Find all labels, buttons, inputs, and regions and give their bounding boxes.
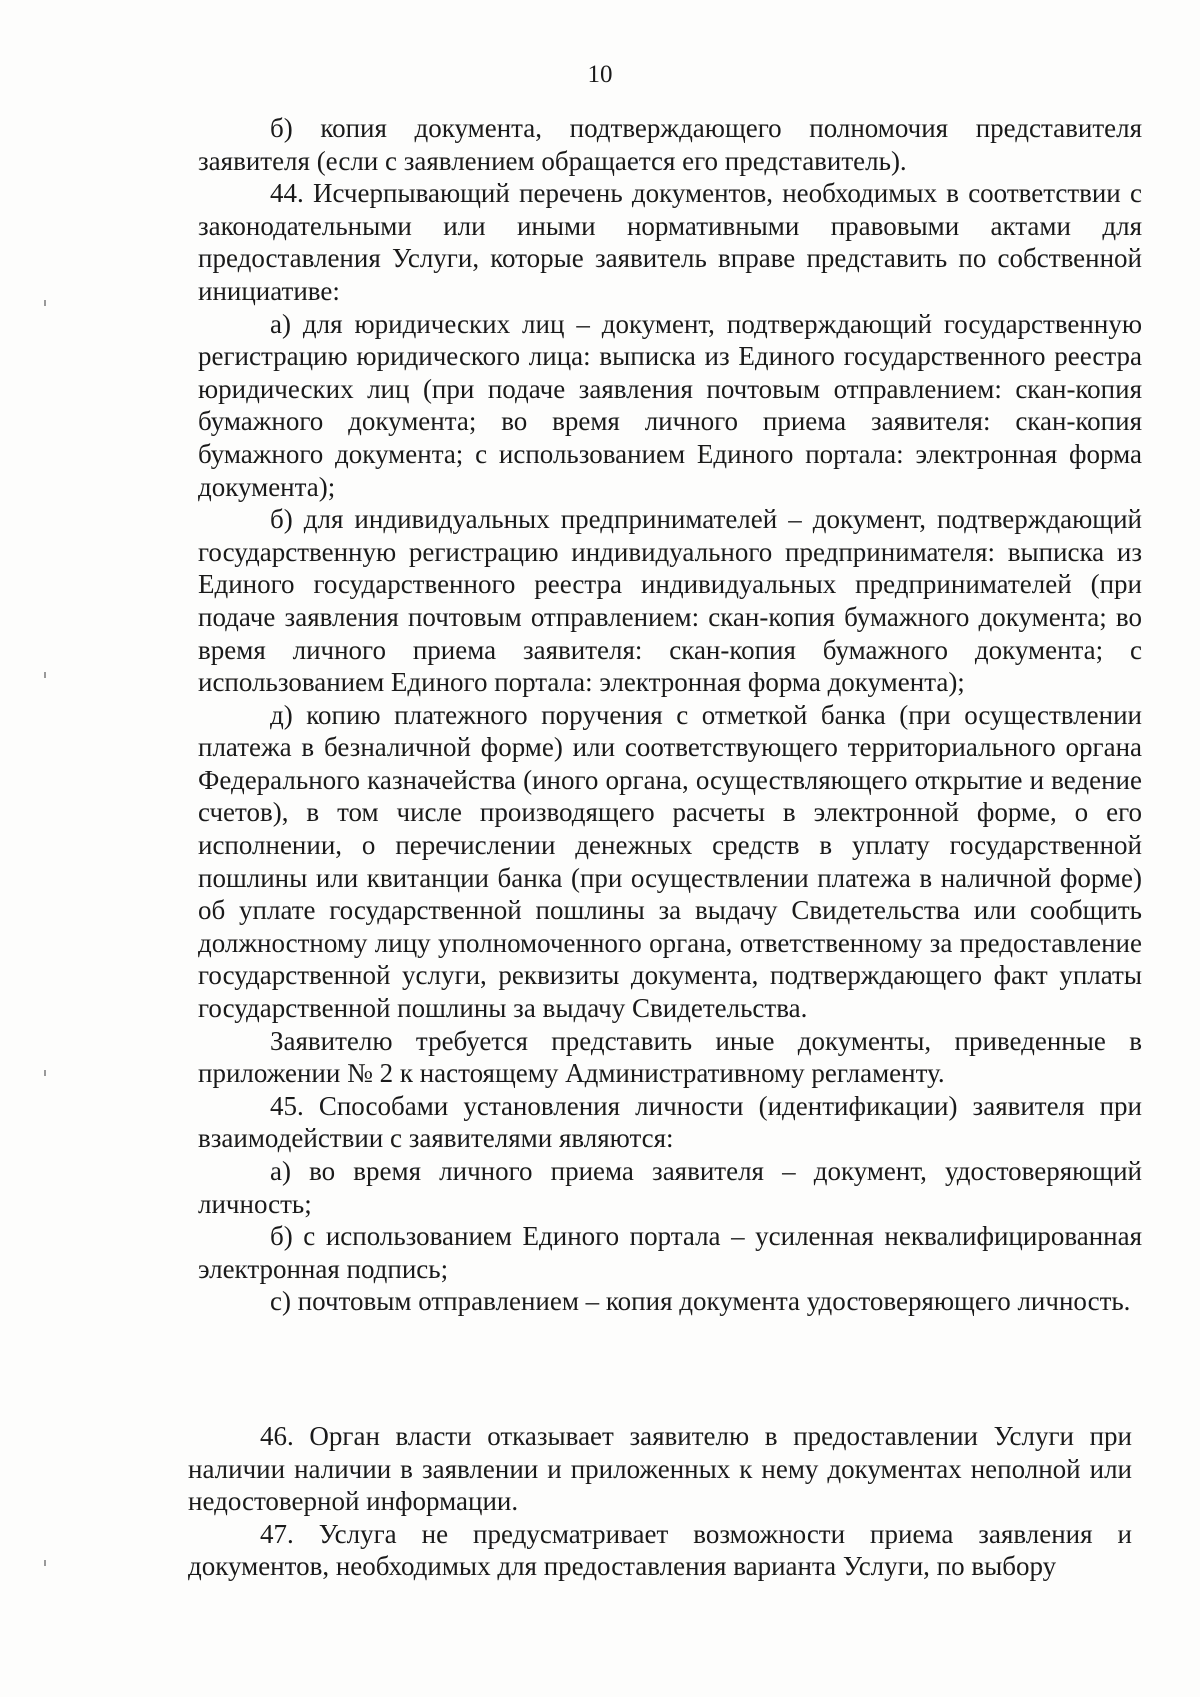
paragraph-46: 46. Орган власти отказывает заявителю в предоставлении Услуги при наличии наличии в заявлении и приложенных к нему документах неполной или недостоверной информации. (188, 1421, 1132, 1517)
margin-mark (44, 1560, 46, 1566)
paragraph-43b: б) копия документа, подтверждающего полномочия представителя заявителя (если с заявлением обращается его представитель). (198, 113, 1142, 176)
paragraph-45b: б) с использованием Единого портала – усиленная неквалифицированная электронная подпись; (198, 1221, 1142, 1284)
document-body-lower (188, 1420, 1132, 1583)
paragraph-45a: а) во время личного приема заявителя – документ, удостоверяющий личность; (198, 1156, 1142, 1219)
document-body (198, 112, 1142, 1318)
paragraph-44a: а) для юридических лиц – документ, подтверждающий государственную регистрацию юридического лица: выписка из Единого государственного реестра юридических лиц (при подаче заявления почтовым отправлением: скан-копия бумажного документа; во время личного приема заявителя: скан-копия бумажного документа; с использованием Единого портала: электронная форма документа); (198, 308, 1142, 502)
page-number: 10 (587, 61, 613, 88)
paragraph-44: 44. Исчерпывающий перечень документов, необходимых в соответствии с законодательными или иными нормативными правовыми актами для предоставления Услуги, которые заявитель вправе представить по собственной инициативе: (198, 178, 1142, 306)
paragraph-45: 45. Способами установления личности (идентификации) заявителя при взаимодействии с заявителями являются: (198, 1090, 1142, 1154)
margin-mark (44, 300, 46, 306)
paragraph-47: 47. Услуга не предусматривает возможности приема заявления и документов, необходимых для предоставления варианта Услуги, по выбору (188, 1518, 1132, 1582)
margin-mark (44, 1070, 46, 1076)
paragraph-44d: д) копию платежного поручения с отметкой банка (при осуществлении платежа в безналичной форме) или соответствующего территориального органа Федерального казначейства (иного органа, осуществляющего открытие и ведение счетов), в том числе производящего расчеты в электронной форме, о его исполнении, о перечислении денежных средств в уплату государственной пошлины или квитанции банка (при осуществлении платежа в наличной форме) об уплате государственной пошлины за выдачу Свидетельства или сообщить должностному лицу уполномоченного органа, ответственному за предоставление государственной услуги, реквизиты документа, подтверждающего факт уплаты государственной пошлины за выдачу Свидетельства. (198, 699, 1142, 1024)
paragraph-45c: с) почтовым отправлением – копия документа удостоверяющего личность. (270, 1286, 1131, 1317)
paragraph-44-note: Заявителю требуется представить иные документы, приведенные в приложении № 2 к настоящему Административному регламенту. (198, 1025, 1142, 1089)
paragraph-44b: б) для индивидуальных предпринимателей – документ, подтверждающий государственную регистрацию индивидуального предпринимателя: выписка из Единого государственного реестра индивидуальных предпринимателей (при подаче заявления почтовым отправлением: скан-копия бумажного документа; во время личного приема заявителя: скан-копия бумажного документа; с использованием Единого портала: электронная форма документа); (198, 504, 1142, 698)
margin-mark (44, 672, 46, 678)
